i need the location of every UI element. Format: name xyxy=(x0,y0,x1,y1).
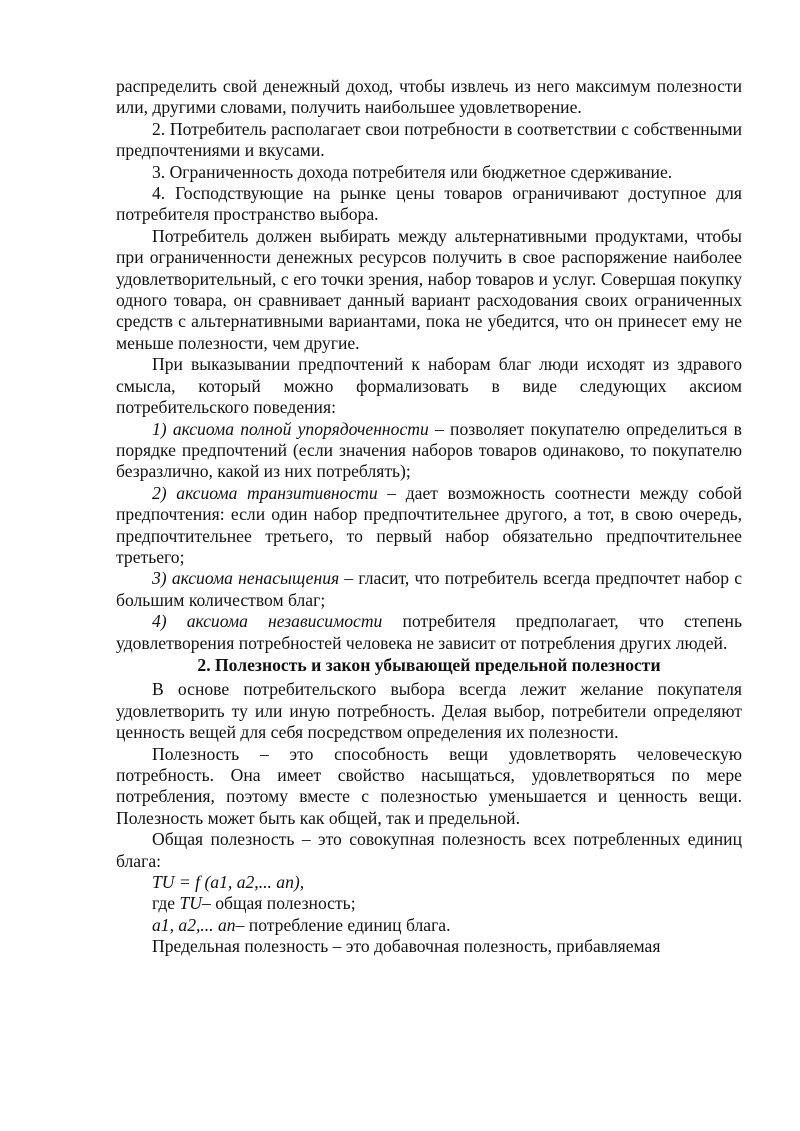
axiom-text: потребителя предполагает, что степень удовлетворения потребностей человека не зависит от потребления других людей. xyxy=(116,611,742,653)
axiom-term: 2) аксиома транзитивности xyxy=(152,482,378,503)
axiom-term: 1) аксиома полной упорядоченности xyxy=(152,418,429,439)
paragraph: В основе потребительского выбора всегда лежит желание покупателя удовлетворить ту или иную потребность. Делая выбор, потребители определяют ценность вещей для себя посредством определения их полезности. xyxy=(116,679,742,743)
document-page xyxy=(116,76,742,958)
axiom-item xyxy=(116,611,742,654)
section-heading: 2. Полезность и закон убывающей предельной полезности xyxy=(197,654,661,675)
formula-line xyxy=(116,872,742,893)
axiom-text: – позволяет покупателю определиться в порядке предпочтений (если значения наборов товаров одинаково, то покупателю безразлично, какой из них потреблять); xyxy=(116,418,742,482)
axiom-item xyxy=(116,568,742,611)
paragraph: Потребитель должен выбирать между альтернативными продуктами, чтобы при ограниченности денежных ресурсов получить в свое распоряжение наиболее удовлетворительный, с его точки зрения, набор товаров и услуг. Совершая покупку одного товара, он сравнивает данный вариант расходования своих ограниченных средств с альтернативными вариантами, пока не убедится, что он принесет ему не меньше полезности, чем другие. xyxy=(116,225,742,353)
units-term: a1, a2,... an xyxy=(152,914,236,935)
formula: TU = f (a1, a2,... an), xyxy=(152,872,305,893)
paragraph: 2. Потребитель располагает свои потребности в соответствии с собственными предпочтениями и вкусами. xyxy=(116,118,742,161)
paragraph: Предельная полезность – это добавочная полезность, прибавляемая xyxy=(152,936,661,957)
where-term: TU xyxy=(179,893,202,914)
axiom-text: – гласит, что потребитель всегда предпочтет набор с большим количеством благ; xyxy=(116,568,743,610)
axiom-term: 4) аксиома независимости xyxy=(152,611,383,632)
where-prefix: где xyxy=(152,893,180,914)
axiom-text: – дает возможность соотнести между собой предпочтения: если один набор предпочтительнее другого, а тот, в свою очередь, предпочтительнее третьего, то первый набор обязательно предпочтительнее третьего; xyxy=(116,482,742,567)
paragraph: 3. Ограниченность дохода потребителя или бюджетное сдерживание. xyxy=(152,161,673,182)
axiom-term: 3) аксиома ненасыщения xyxy=(152,568,340,589)
units-text: – потребление единиц блага. xyxy=(235,914,451,935)
units-line xyxy=(116,915,742,936)
axiom-item xyxy=(116,483,742,569)
paragraph: Полезность – это способность вещи удовлетворять человеческую потребность. Она имеет свойство насыщаться, удовлетворяться по мере потребления, поэтому вместе с полезностью уменьшается и ценность вещи. Полезность может быть как общей, так и предельной. xyxy=(116,743,742,828)
paragraph: Общая полезность – это совокупная полезность всех потребленных единиц блага: xyxy=(116,829,742,871)
paragraph: распределить свой денежный доход, чтобы извлечь из него максимум полезности или, другими словами, получить наибольшее удовлетворение. xyxy=(116,76,742,118)
paragraph: 4. Господствующие на рынке цены товаров ограничивают доступное для потребителя пространство выбора. xyxy=(116,183,742,225)
where-line xyxy=(116,893,742,914)
paragraph: При выказывании предпочтений к наборам благ люди исходят из здравого смысла, который можно формализовать в виде следующих аксиом потребительского поведения: xyxy=(116,354,742,418)
axiom-item xyxy=(116,419,742,483)
where-text: – общая полезность; xyxy=(202,893,356,914)
